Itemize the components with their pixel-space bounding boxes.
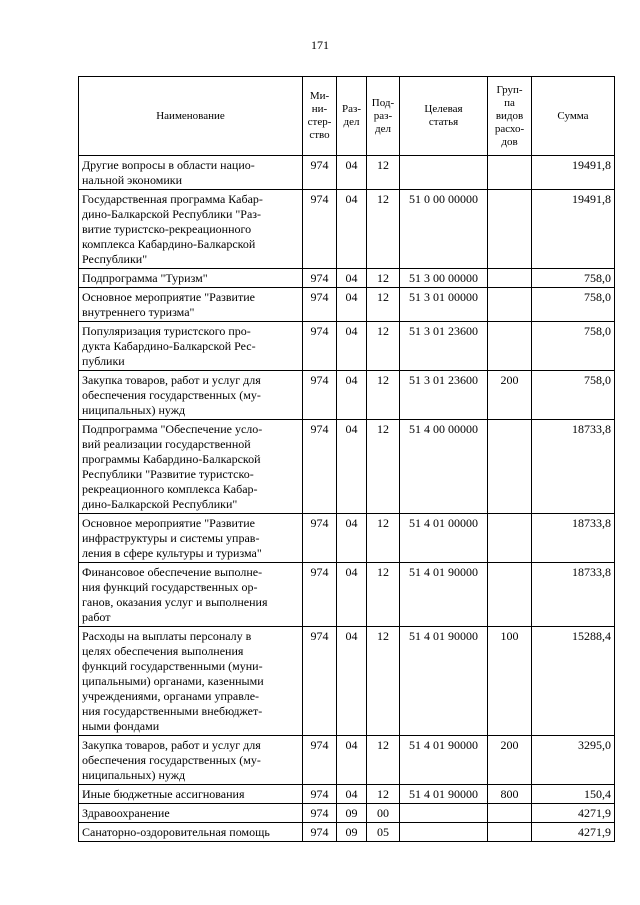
cell-group — [488, 514, 532, 563]
cell-ministry: 974 — [303, 371, 337, 420]
cell-amount: 4271,9 — [532, 804, 615, 823]
cell-group — [488, 322, 532, 371]
column-header-target: Целевая статья — [400, 77, 488, 156]
cell-amount: 758,0 — [532, 371, 615, 420]
cell-target — [400, 156, 488, 190]
column-header-subsection: Под- раз- дел — [367, 77, 400, 156]
cell-amount: 18733,8 — [532, 420, 615, 514]
cell-name: Основное мероприятие "Развитие внутреннего туризма" — [79, 288, 303, 322]
cell-name: Расходы на выплаты персоналу в целях обеспечения выполнения функций государственными (муни- ципальными) органами, казенными учреждениями, органами управле- ния государственными внебюджет- ными фондами — [79, 627, 303, 736]
cell-subsection: 12 — [367, 736, 400, 785]
table-row — [79, 804, 615, 823]
table-row — [79, 514, 615, 563]
cell-name: Другие вопросы в области нацио- нальной экономики — [79, 156, 303, 190]
cell-group — [488, 420, 532, 514]
cell-group: 100 — [488, 627, 532, 736]
cell-ministry: 974 — [303, 627, 337, 736]
cell-ministry: 974 — [303, 785, 337, 804]
table-row — [79, 322, 615, 371]
table-row — [79, 371, 615, 420]
budget-table — [78, 76, 615, 842]
cell-group: 200 — [488, 371, 532, 420]
cell-amount: 150,4 — [532, 785, 615, 804]
cell-subsection: 12 — [367, 156, 400, 190]
cell-group: 200 — [488, 736, 532, 785]
cell-section: 04 — [337, 269, 367, 288]
cell-target: 51 3 01 23600 — [400, 322, 488, 371]
cell-section: 04 — [337, 288, 367, 322]
cell-ministry: 974 — [303, 736, 337, 785]
cell-name: Санаторно-оздоровительная помощь — [79, 823, 303, 842]
cell-amount: 3295,0 — [532, 736, 615, 785]
cell-target: 51 4 00 00000 — [400, 420, 488, 514]
cell-ministry: 974 — [303, 563, 337, 627]
cell-ministry: 974 — [303, 156, 337, 190]
cell-section: 04 — [337, 322, 367, 371]
cell-subsection: 05 — [367, 823, 400, 842]
cell-group — [488, 804, 532, 823]
cell-ministry: 974 — [303, 804, 337, 823]
cell-section: 04 — [337, 371, 367, 420]
table-row — [79, 563, 615, 627]
cell-group — [488, 563, 532, 627]
cell-subsection: 12 — [367, 190, 400, 269]
cell-name: Иные бюджетные ассигнования — [79, 785, 303, 804]
cell-subsection: 12 — [367, 563, 400, 627]
cell-amount: 19491,8 — [532, 156, 615, 190]
cell-subsection: 12 — [367, 269, 400, 288]
cell-target — [400, 823, 488, 842]
column-header-ministry: Ми- ни- стер- ство — [303, 77, 337, 156]
cell-amount: 758,0 — [532, 322, 615, 371]
cell-name: Финансовое обеспечение выполне- ния функций государственных ор- ганов, оказания услуг и выполнения работ — [79, 563, 303, 627]
table-row — [79, 736, 615, 785]
table-row — [79, 420, 615, 514]
cell-target: 51 0 00 00000 — [400, 190, 488, 269]
cell-ministry: 974 — [303, 190, 337, 269]
cell-amount: 4271,9 — [532, 823, 615, 842]
cell-section: 04 — [337, 156, 367, 190]
cell-name: Подпрограмма "Обеспечение усло- вий реализации государственной программы Кабардино-Балкарской Республики "Развитие туристско- рекреационного комплекса Кабар- дино-Балкарской Республики" — [79, 420, 303, 514]
cell-ministry: 974 — [303, 269, 337, 288]
cell-name: Популяризация туристского про- дукта Кабардино-Балкарской Рес- публики — [79, 322, 303, 371]
column-header-section: Раз- дел — [337, 77, 367, 156]
cell-section: 04 — [337, 420, 367, 514]
column-header-name: Наименование — [79, 77, 303, 156]
cell-target: 51 4 01 90000 — [400, 785, 488, 804]
cell-subsection: 12 — [367, 627, 400, 736]
cell-group — [488, 288, 532, 322]
cell-target: 51 4 01 90000 — [400, 563, 488, 627]
cell-name: Закупка товаров, работ и услуг для обеспечения государственных (му- ниципальных) нужд — [79, 736, 303, 785]
column-header-group: Груп- па видов расхо- дов — [488, 77, 532, 156]
cell-group — [488, 190, 532, 269]
cell-target: 51 3 01 00000 — [400, 288, 488, 322]
cell-name: Закупка товаров, работ и услуг для обеспечения государственных (му- ниципальных) нужд — [79, 371, 303, 420]
cell-section: 04 — [337, 785, 367, 804]
cell-amount: 758,0 — [532, 269, 615, 288]
cell-subsection: 12 — [367, 785, 400, 804]
cell-group — [488, 823, 532, 842]
cell-ministry: 974 — [303, 288, 337, 322]
cell-amount: 19491,8 — [532, 190, 615, 269]
cell-section: 09 — [337, 804, 367, 823]
cell-target: 51 4 01 90000 — [400, 736, 488, 785]
cell-name: Государственная программа Кабар- дино-Балкарской Республики "Раз- витие туристско-рекреационного комплекса Кабардино-Балкарской Республики" — [79, 190, 303, 269]
cell-section: 04 — [337, 627, 367, 736]
cell-group — [488, 269, 532, 288]
cell-target: 51 3 00 00000 — [400, 269, 488, 288]
table-row — [79, 156, 615, 190]
cell-subsection: 12 — [367, 371, 400, 420]
cell-target: 51 3 01 23600 — [400, 371, 488, 420]
cell-ministry: 974 — [303, 420, 337, 514]
table-row — [79, 823, 615, 842]
cell-ministry: 974 — [303, 514, 337, 563]
cell-section: 09 — [337, 823, 367, 842]
cell-amount: 758,0 — [532, 288, 615, 322]
cell-amount: 18733,8 — [532, 514, 615, 563]
cell-group — [488, 156, 532, 190]
cell-subsection: 12 — [367, 288, 400, 322]
table-row — [79, 288, 615, 322]
cell-ministry: 974 — [303, 823, 337, 842]
cell-subsection: 12 — [367, 322, 400, 371]
cell-subsection: 12 — [367, 420, 400, 514]
cell-ministry: 974 — [303, 322, 337, 371]
cell-amount: 15288,4 — [532, 627, 615, 736]
cell-group: 800 — [488, 785, 532, 804]
cell-section: 04 — [337, 514, 367, 563]
cell-amount: 18733,8 — [532, 563, 615, 627]
column-header-amount: Сумма — [532, 77, 615, 156]
page-number: 171 — [311, 38, 329, 52]
cell-name: Здравоохранение — [79, 804, 303, 823]
cell-target: 51 4 01 90000 — [400, 627, 488, 736]
cell-section: 04 — [337, 563, 367, 627]
cell-name: Подпрограмма "Туризм" — [79, 269, 303, 288]
cell-subsection: 12 — [367, 514, 400, 563]
table-row — [79, 785, 615, 804]
cell-section: 04 — [337, 736, 367, 785]
cell-name: Основное мероприятие "Развитие инфраструктуры и системы управ- ления в сфере культуры и туризма" — [79, 514, 303, 563]
table-body — [79, 156, 615, 842]
cell-target — [400, 804, 488, 823]
table-row — [79, 627, 615, 736]
table-header-row — [79, 77, 615, 156]
table-row — [79, 269, 615, 288]
cell-subsection: 00 — [367, 804, 400, 823]
cell-section: 04 — [337, 190, 367, 269]
cell-target: 51 4 01 00000 — [400, 514, 488, 563]
table-row — [79, 190, 615, 269]
